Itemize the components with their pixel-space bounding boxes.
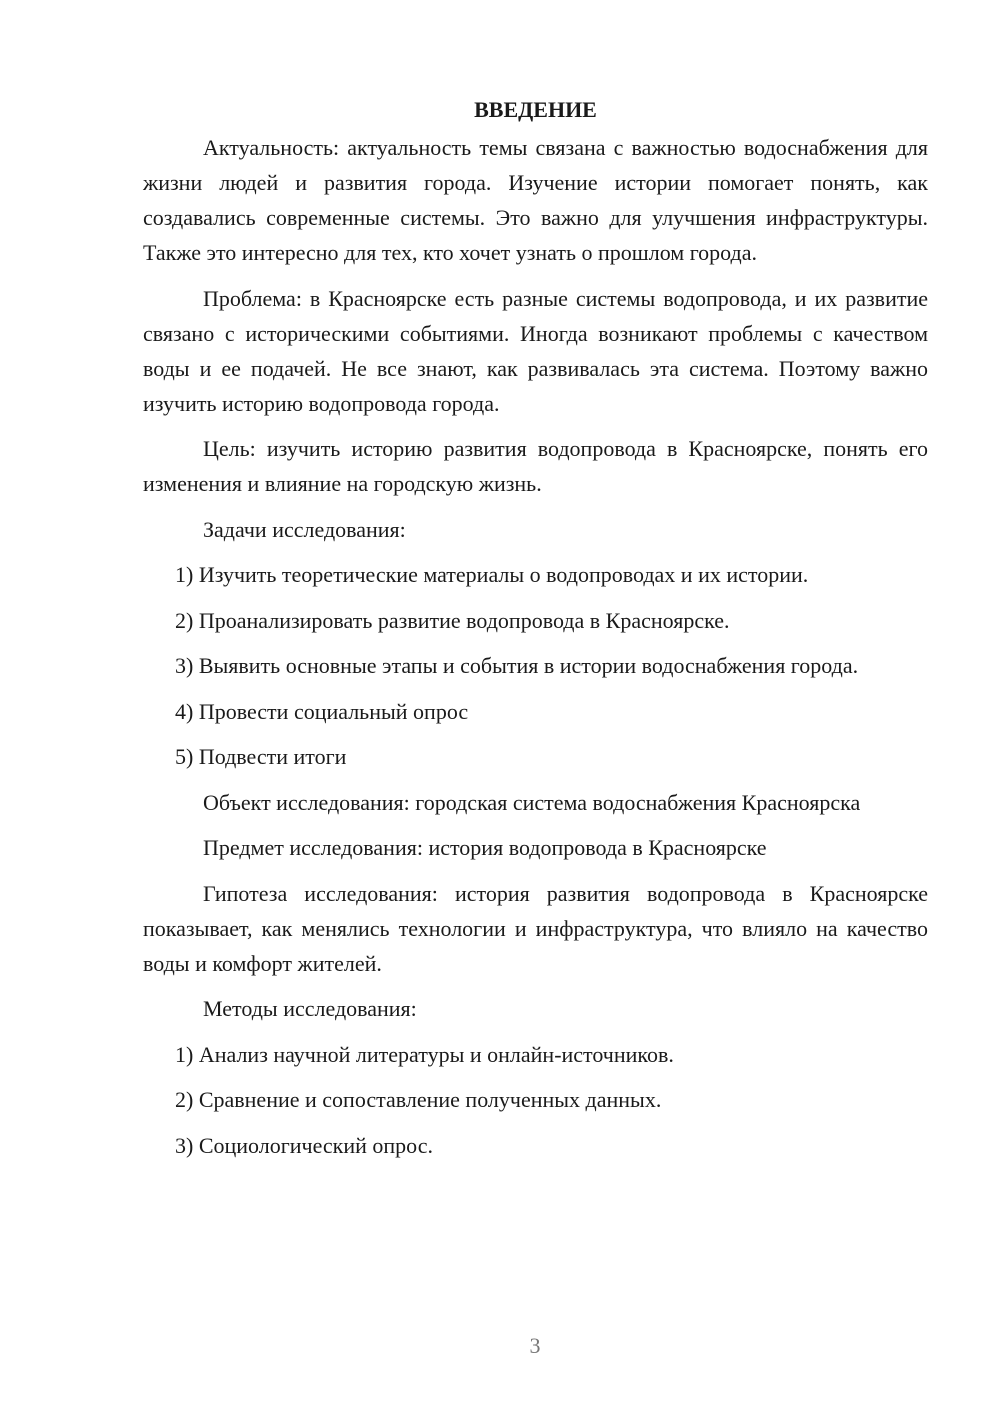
methods-heading: Методы исследования: [203, 996, 417, 1021]
task-item: 5) Подвести итоги [175, 744, 347, 769]
document-page [143, 92, 928, 1173]
task-item: 1) Изучить теоретические материалы о водопроводах и их истории. [175, 562, 809, 587]
method-item: 3) Социологический опрос. [175, 1132, 433, 1158]
paragraph-subject: Предмет исследования: история водопровода в Красноярске [203, 835, 767, 860]
task-item: 2) Проанализировать развитие водопровода в Красноярске. [175, 607, 730, 633]
paragraph-goal: Цель: изучить историю развития водопровода в Красноярске, понять его изменения и влияние на городскую жизнь. [143, 436, 928, 496]
paragraph-problem: Проблема: в Красноярске есть разные системы водопровода, и их развитие связано с историческими событиями. Иногда возникают проблемы с качеством воды и ее подачей. Не все знают, как развивалась эта система. Поэтому важно изучить историю водопровода города. [143, 285, 928, 416]
tasks-heading: Задачи исследования: [203, 516, 406, 542]
task-item: 4) Провести социальный опрос [175, 698, 469, 724]
task-item: 3) Выявить основные этапы и события в истории водоснабжения города. [175, 653, 859, 678]
section-title: ВВЕДЕНИЕ [474, 97, 597, 122]
page-number: 3 [529, 1333, 541, 1358]
paragraph-relevance: Актуальность: актуальность темы связана с важностью водоснабжения для жизни людей и развития города. Изучение истории помогает понять, как создавались современные системы. Это важно для улучшения инфраструктуры. Также это интересно для тех, кто хочет узнать о прошлом города. [143, 135, 928, 265]
paragraph-object: Объект исследования: городская система водоснабжения Красноярска [203, 789, 861, 815]
method-item: 2) Сравнение и сопоставление полученных данных. [175, 1087, 662, 1112]
paragraph-hypothesis: Гипотеза исследования: история развития водопровода в Красноярске показывает, как менялись технологии и инфраструктура, что влияло на качество воды и комфорт жителей. [143, 880, 928, 976]
method-item: 1) Анализ научной литературы и онлайн-источников. [175, 1041, 674, 1067]
